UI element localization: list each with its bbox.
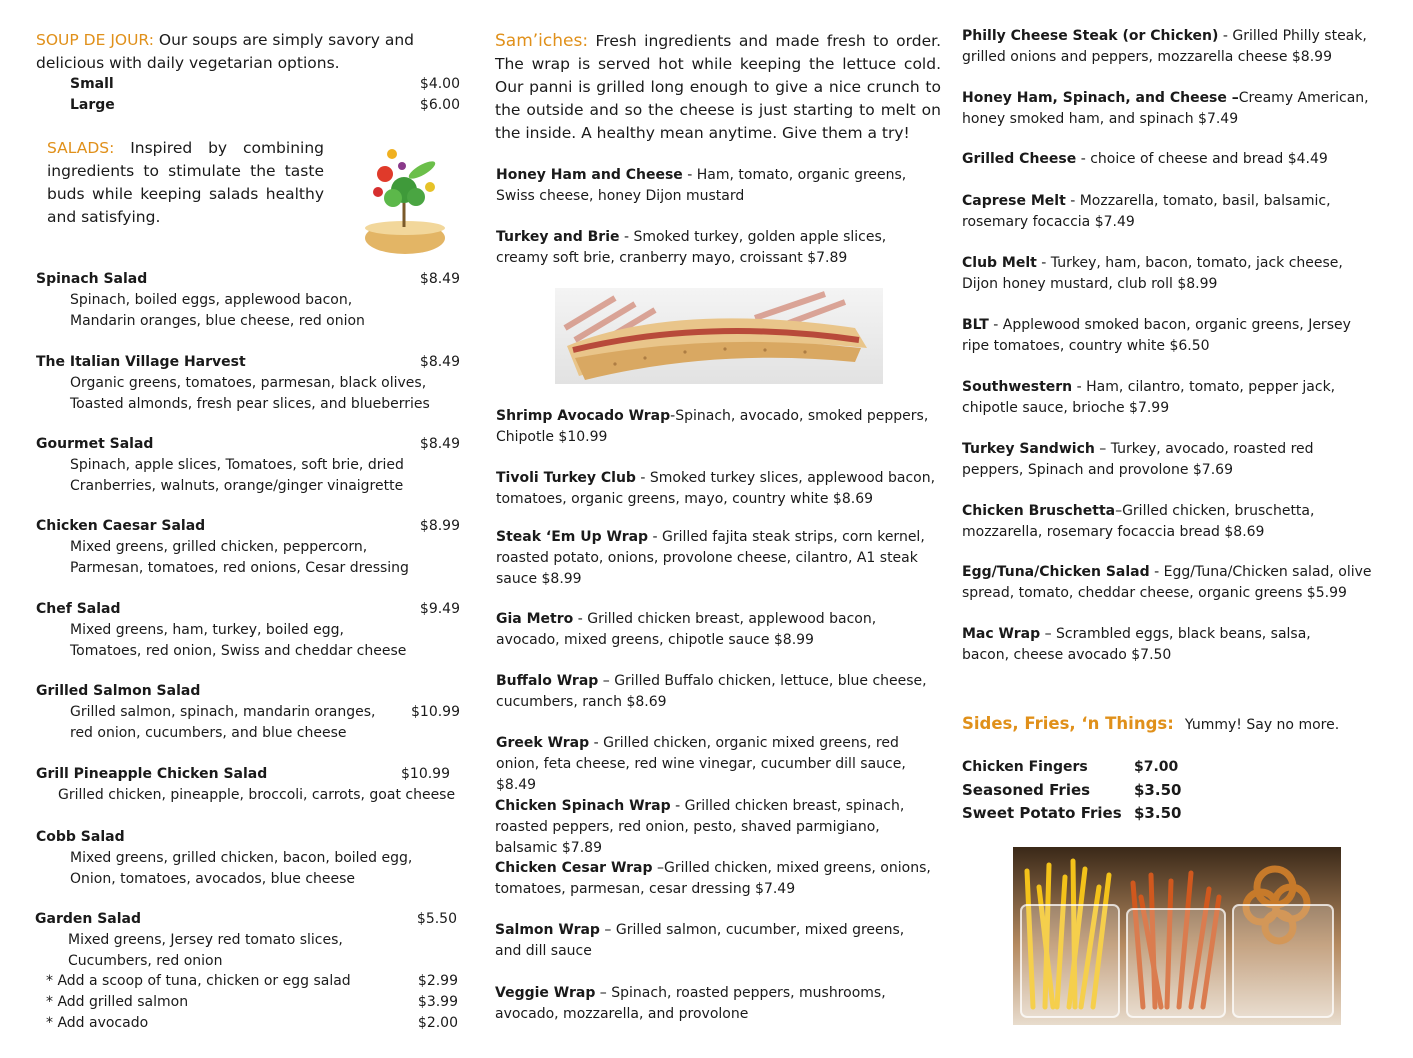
salad-desc (36, 620, 460, 662)
sandwich-name: Grilled Cheese (962, 151, 1077, 167)
sandwich-desc: - Grilled fajita steak strips, corn kernel, roasted potato, onions, provolone cheese, cilantro, A1 steak sauce $8.99 (496, 529, 925, 587)
salad-price: $8.49 (419, 271, 460, 287)
sandwich-desc: -Spinach, avocado, smoked peppers, Chipotle $10.99 (496, 408, 929, 445)
salad-item (36, 269, 460, 332)
addon-price: $2.00 (417, 1015, 458, 1031)
side-item (962, 781, 1202, 799)
sandwich-name: Egg/Tuna/Chicken Salad (962, 564, 1150, 580)
sandwich-desc: – Scrambled eggs, black beans, salsa, bacon, cheese avocado $7.50 (962, 626, 1311, 663)
sandwich-name: Turkey Sandwich (962, 441, 1095, 457)
salad-desc (36, 785, 460, 806)
salad-item (36, 599, 460, 662)
sandwich-desc: - Ham, cilantro, tomato, pepper jack, chipotle sauce, brioche $7.99 (962, 379, 1336, 416)
side-label: Sweet Potato Fries (962, 804, 1122, 822)
sides-header (962, 714, 1382, 733)
soup-intro-text: Our soups are simply savory and delicious with daily vegetarian options. (36, 31, 415, 72)
addon-row (46, 1015, 458, 1031)
sandwich-name: Gia Metro (496, 611, 574, 627)
salad-price: $8.99 (419, 518, 460, 534)
salad-name: Grill Pineapple Chicken Salad (36, 766, 268, 782)
salad-desc-line: Mixed greens, Jersey red tomato slices, (68, 932, 343, 948)
sandwich-desc: - Smoked turkey, golden apple slices, creamy soft brie, cranberry mayo, croissant $7.89 (496, 229, 887, 266)
sandwich-name: Veggie Wrap (495, 985, 596, 1001)
salad-item (36, 764, 460, 806)
sandwich-name: Shrimp Avocado Wrap (496, 408, 671, 424)
salad-price: $8.49 (419, 436, 460, 452)
soup-size-row (36, 76, 460, 92)
sandwich-name: Mac Wrap (962, 626, 1041, 642)
salad-name: Garden Salad (35, 911, 141, 927)
addon-row (46, 973, 458, 989)
side-item (962, 804, 1202, 822)
sandwich-name: Turkey and Brie (496, 229, 620, 245)
salad-price: $5.50 (416, 911, 457, 927)
sandwich-desc: - Grilled chicken breast, spinach, roasted peppers, red onion, pesto, shaved parmigiano, balsamic $7.89 (495, 798, 905, 856)
salad-desc-line: Spinach, apple slices, Tomatoes, soft brie, dried (70, 457, 404, 473)
salad-item (36, 681, 460, 744)
soup-size-row (36, 97, 460, 113)
fries-photo (1013, 847, 1341, 1025)
salad-desc-line: Organic greens, tomatoes, parmesan, black olives, (70, 375, 427, 391)
sandwich-item (962, 315, 1378, 357)
sandwich-item (962, 149, 1388, 170)
samiches-intro (495, 30, 941, 145)
sandwich-name: Greek Wrap (496, 735, 590, 751)
salad-price: $10.99 (401, 766, 450, 782)
salad-name: Chicken Caesar Salad (36, 518, 206, 534)
sandwich-item (962, 562, 1378, 604)
salad-price: $8.49 (419, 354, 460, 370)
addon-label: * Add avocado (46, 1015, 149, 1031)
salad-item (35, 909, 459, 972)
sandwich-desc: – Turkey, avocado, roasted red peppers, Spinach and provolone $7.69 (962, 441, 1314, 478)
sandwich-desc: - Ham, tomato, organic greens, Swiss cheese, honey Dijon mustard (496, 167, 907, 204)
salad-desc-line: Parmesan, tomatoes, red onions, Cesar dressing (70, 560, 409, 576)
salad-desc-line: Cranberries, walnuts, orange/ginger vinaigrette (70, 478, 404, 494)
sides-heading: Sides, Fries, ‘n Things: (962, 714, 1174, 733)
salad-desc-line: Mixed greens, grilled chicken, peppercorn, (70, 539, 368, 555)
samiches-heading: Sam’iches: (495, 31, 589, 51)
salad-desc (36, 455, 460, 497)
salad-name: Gourmet Salad (36, 436, 154, 452)
sandwich-item (495, 920, 935, 962)
soup-heading: SOUP DE JOUR: (36, 31, 154, 49)
salad-price: $10.99 (411, 704, 460, 720)
sandwich-desc: - Grilled chicken, organic mixed greens, red onion, feta cheese, red wine vinegar, cucumber dill sauce, $8.49 (496, 735, 906, 793)
soup-size-price: $4.00 (419, 76, 460, 92)
sandwich-desc: - Grilled Philly steak, grilled onions and peppers, mozzarella cheese $8.99 (962, 28, 1367, 65)
addon-label: * Add a scoop of tuna, chicken or egg salad (46, 973, 351, 989)
salad-desc (36, 537, 460, 579)
sandwich-item (496, 671, 936, 713)
salad-desc (36, 702, 460, 744)
salad-desc (36, 373, 460, 415)
sandwich-name: Club Melt (962, 255, 1037, 271)
salad-desc-line: Toasted almonds, fresh pear slices, and blueberries (70, 396, 430, 412)
sandwich-desc: – Spinach, roasted peppers, mushrooms, avocado, mozzarella, and provolone (495, 985, 886, 1022)
sandwich-desc: –Grilled chicken, bruschetta, mozzarella, rosemary focaccia bread $8.69 (962, 503, 1315, 540)
sandwich-name: Steak ‘Em Up Wrap (496, 529, 649, 545)
salad-desc-line: Mixed greens, grilled chicken, bacon, boiled egg, (70, 850, 413, 866)
sandwich-item (495, 983, 941, 1025)
salad-desc-line: Grilled chicken, pineapple, broccoli, carrots, goat cheese (58, 787, 456, 803)
addon-price: $2.99 (417, 973, 458, 989)
sandwich-name: Salmon Wrap (495, 922, 600, 938)
salad-desc-line: Mixed greens, ham, turkey, boiled egg, (70, 622, 344, 638)
sandwich-item (962, 377, 1378, 419)
sandwich-name: Honey Ham, Spinach, and Cheese – (962, 90, 1239, 106)
sandwich-name: Tivoli Turkey Club (496, 470, 636, 486)
panini-photo (555, 288, 883, 384)
salad-desc-line: Grilled salmon, spinach, mandarin oranges, (70, 704, 376, 720)
salad-desc (36, 848, 460, 890)
salad-item (36, 352, 460, 415)
side-price: $3.50 (1134, 781, 1182, 799)
sandwich-item (962, 88, 1388, 130)
side-price: $3.50 (1134, 804, 1182, 822)
salad-name: Grilled Salmon Salad (36, 683, 201, 699)
salad-item (36, 827, 460, 890)
addon-row (46, 994, 458, 1010)
sandwich-desc: - Smoked turkey slices, applewood bacon, tomatoes, organic greens, mayo, country white $8.69 (496, 470, 936, 507)
sandwich-item (496, 527, 936, 590)
side-item (962, 759, 1202, 775)
salad-name: Cobb Salad (36, 829, 125, 845)
soup-size-label: Large (70, 97, 115, 113)
salads-intro (47, 137, 324, 229)
sandwich-item (962, 253, 1378, 295)
sandwich-desc: - choice of cheese and bread $4.49 (1076, 151, 1328, 167)
sandwich-desc: - Applewood smoked bacon, organic greens, Jersey ripe tomatoes, country white $6.50 (962, 317, 1351, 354)
sandwich-name: Chicken Cesar Wrap (495, 860, 653, 876)
side-price: $7.00 (1134, 759, 1179, 775)
salad-desc-line: red onion, cucumbers, and blue cheese (70, 725, 347, 741)
salad-name: Chef Salad (36, 601, 121, 617)
sandwich-item (962, 624, 1362, 666)
sandwich-name: Philly Cheese Steak (or Chicken) (962, 28, 1219, 44)
salad-desc (36, 290, 460, 332)
sandwich-desc: – Grilled salmon, cucumber, mixed greens, and dill sauce (495, 922, 905, 959)
sandwich-desc: Creamy American, honey smoked ham, and spinach $7.49 (962, 90, 1369, 127)
sandwich-desc: –Grilled chicken, mixed greens, onions, tomatoes, parmesan, cesar dressing $7.49 (495, 860, 931, 897)
sandwich-item (962, 191, 1388, 233)
salad-item (36, 516, 460, 579)
salad-price: $9.49 (419, 601, 460, 617)
salads-intro-text: Inspired by combining ingredients to stimulate the taste buds while keeping salads healthy and satisfying. (47, 139, 324, 226)
sides-intro: Yummy! Say no more. (1184, 717, 1340, 733)
salad-desc (35, 930, 459, 972)
soup-intro (36, 29, 426, 75)
samiches-intro-text: Fresh ingredients and made fresh to order. The wrap is served hot while keeping the lettuce cold. Our panni is grilled long enough to give a nice crunch to the outside and so the cheese is just starting to melt on the inside. A healthy mean anytime. Give them a try! (495, 32, 941, 142)
sandwich-item (496, 165, 936, 207)
salad-name: The Italian Village Harvest (36, 354, 246, 370)
sandwich-desc: – Grilled Buffalo chicken, lettuce, blue cheese, cucumbers, ranch $8.69 (496, 673, 927, 710)
sandwich-item (495, 858, 935, 900)
sandwich-desc: - Mozzarella, tomato, basil, balsamic, rosemary focaccia $7.49 (962, 193, 1331, 230)
salads-heading: SALADS: (47, 139, 115, 157)
sandwich-item (962, 501, 1382, 543)
salad-desc-line: Mandarin oranges, blue cheese, red onion (70, 313, 365, 329)
sandwich-desc: - Turkey, ham, bacon, tomato, jack cheese, Dijon honey mustard, club roll $8.99 (962, 255, 1343, 292)
salad-desc-line: Tomatoes, red onion, Swiss and cheddar cheese (70, 643, 407, 659)
addon-label: * Add grilled salmon (46, 994, 189, 1010)
sandwich-item (962, 439, 1378, 481)
salad-bowl-illustration (360, 142, 450, 260)
sandwich-item (496, 468, 936, 510)
sandwich-item (496, 609, 936, 651)
sandwich-desc: - Grilled chicken breast, applewood bacon, avocado, mixed greens, chipotle sauce $8.99 (496, 611, 877, 648)
sandwich-name: Caprese Melt (962, 193, 1066, 209)
salad-name: Spinach Salad (36, 271, 148, 287)
soup-size-label: Small (70, 76, 114, 92)
sandwich-name: Buffalo Wrap (496, 673, 599, 689)
salad-desc-line: Cucumbers, red onion (68, 953, 223, 969)
sandwich-item (496, 733, 936, 796)
soup-size-price: $6.00 (419, 97, 460, 113)
sandwich-item (495, 796, 941, 859)
side-label: Seasoned Fries (962, 781, 1091, 799)
sandwich-name: Southwestern (962, 379, 1073, 395)
salad-desc-line: Spinach, boiled eggs, applewood bacon, (70, 292, 353, 308)
sandwich-name: BLT (962, 317, 989, 333)
side-label: Chicken Fingers (962, 759, 1088, 775)
addon-price: $3.99 (417, 994, 458, 1010)
sandwich-item (496, 227, 936, 269)
sandwich-desc: - Egg/Tuna/Chicken salad, olive spread, tomato, cheddar cheese, organic greens $5.99 (962, 564, 1372, 601)
sandwich-item (496, 406, 936, 448)
salad-item (36, 434, 460, 497)
sandwich-name: Chicken Spinach Wrap (495, 798, 671, 814)
salad-desc-line: Onion, tomatoes, avocados, blue cheese (70, 871, 356, 887)
sandwich-name: Chicken Bruschetta (962, 503, 1116, 519)
sandwich-name: Honey Ham and Cheese (496, 167, 683, 183)
sandwich-item (962, 26, 1388, 68)
